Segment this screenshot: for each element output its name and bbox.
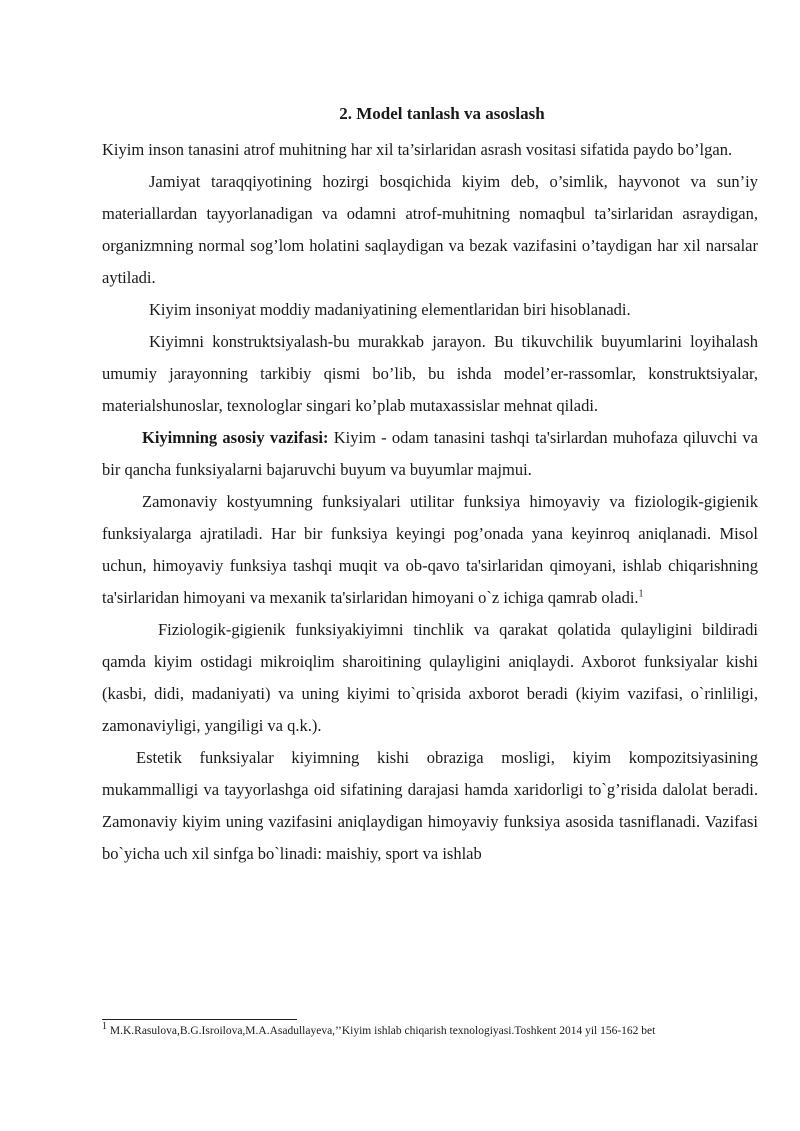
paragraph-5 bbox=[102, 422, 758, 486]
paragraph-8: Estetik funksiyalar kiyimning kishi obraziga mosligi, kiyim kompozitsiyasining mukammalligi va tayyorlashga oid sifatining darajasi hamda xaridorligi to`g’risida dalolat beradi. Zamonaviy kiyim uning vazifasini aniqlaydigan himoyaviy funksiya asosida tasniflanadi. Vazifasi bo`yicha uch xil sinfga bo`linadi: maishiy, sport va ishlab bbox=[102, 748, 758, 863]
paragraph-5-text: Kiyim - odam tanasini tashqi ta'sirlardan muhofaza qiluvchi va bir qancha funksiyalarni bajaruvchi buyum va buyumlar majmui. bbox=[102, 428, 758, 479]
paragraph-1: Kiyim inson tanasini atrof muhitning har xil ta’sirlaridan asrash vositasi sifatida paydo bo’lgan. bbox=[102, 140, 733, 159]
footnote-reference[interactable]: 1 bbox=[638, 588, 644, 600]
section-title: 2. Model tanlash va asoslash bbox=[339, 104, 545, 123]
paragraph-3: Kiyim insoniyat moddiy madaniyatining elementlaridan biri hisoblanadi. bbox=[149, 300, 631, 319]
paragraph-4: Kiyimni konstruktsiyalash-bu murakkab jarayon. Bu tikuvchilik buyumlarini loyihalash umumiy jarayonning tarkibiy qismi bo’lib, bu ishda model’er-rassomlar, konstruktsiyalar, materialshunoslar, texnologlar singari ko’plab mutaxassislar mehnat qiladi. bbox=[102, 332, 758, 415]
footnote-divider bbox=[102, 1019, 297, 1020]
paragraph-5-bold-lead: Kiyimning asosiy vazifasi: bbox=[142, 428, 329, 447]
paragraph-6-text: Zamonaviy kostyumning funksiyalari utilitar funksiya himoyaviy va fiziologik-gigienik funksiyalarga ajratiladi. Har bir funksiya keyingi pog’onada yana keyinroq aniqlanadi. Misol uchun, himoyaviy funksiya tashqi muqit va ob-qavo ta'sirlaridan qimoyani, ishlab chiqarishning ta'sirlaridan himoyani va mexanik ta'sirlaridan himoyani o`z ichiga qamrab oladi. bbox=[102, 492, 758, 607]
footnote-text: M.K.Rasulova,B.G.Isroilova,M.A.Asadullayeva,’’Kiyim ishlab chiqarish texnologiyasi.Toshkent 2014 yil 156-162 bet bbox=[107, 1025, 656, 1037]
paragraph-2: Jamiyat taraqqiyotining hozirgi bosqichida kiyim deb, o’simlik, hayvonot va sun’iy materiallardan tayyorlanadigan va odamni atrof-muhitning nomaqbul ta’sirlaridan asraydigan, organizmning normal sog’lom holatini saqlaydigan va bezak vazifasini o’taydigan har xil narsalar aytiladi. bbox=[102, 172, 758, 287]
footnote-mark: 1 bbox=[102, 1021, 107, 1033]
paragraph-7: Fiziologik-gigienik funksiyakiyimni tinchlik va qarakat qolatida qulayligini bildiradi qamda kiyim ostidagi mikroiqlim sharoitining qulayligini aniqlaydi. Axborot funksiyalar kishi (kasbi, didi, madaniyati) va uning kiyimi to`qrisida axborot beradi (kiyim vazifasi, o`rinliligi, zamonaviyligi, yangiligi va q.k.). bbox=[102, 620, 758, 735]
document-body bbox=[102, 96, 758, 870]
paragraph-6 bbox=[102, 486, 758, 614]
footnote bbox=[102, 1021, 762, 1038]
